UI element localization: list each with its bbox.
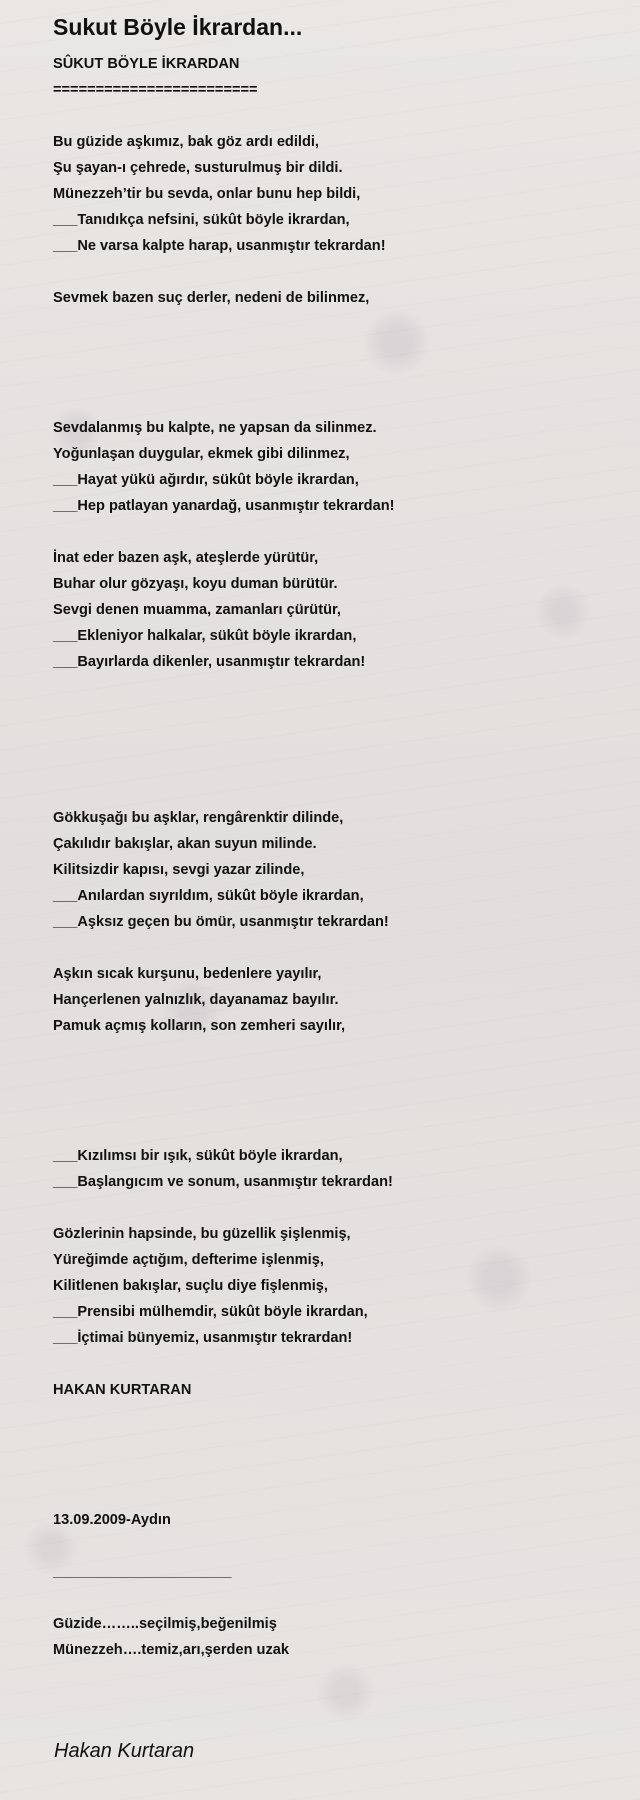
poem-line: 13.09.2009-Aydın [53, 1512, 171, 1528]
poem-line: Kilitlenen bakışlar, suçlu diye fişlenmiş, [53, 1278, 328, 1294]
poem-line: Münezzeh….temiz,arı,şerden uzak [53, 1642, 289, 1658]
poem-line: Münezzeh’tir bu sevda, onlar bunu hep bildi, [53, 186, 361, 202]
poem-line: Bu güzide aşkımız, bak göz ardı edildi, [53, 134, 319, 150]
blank-line [53, 753, 623, 779]
blank-line [53, 1195, 623, 1221]
poem-line: Sevdalanmış bu kalpte, ne yapsan da silinmez. [53, 420, 377, 436]
poem-line: ___Kızılımsı bir ışık, sükût böyle ikrardan, [53, 1148, 343, 1164]
blank-line [53, 1403, 623, 1429]
poem-line: Sevmek bazen suç derler, nedeni de bilinmez, [53, 290, 370, 306]
blank-line [53, 1065, 623, 1091]
blank-line [53, 1039, 623, 1065]
blank-line [53, 519, 623, 545]
blank-line [53, 1455, 623, 1481]
poem-line: Güzide……..seçilmiş,beğenilmiş [53, 1616, 277, 1632]
poem-line: ___İçtimai bünyemiz, usanmıştır tekrardan! [53, 1330, 353, 1346]
blank-line [53, 935, 623, 961]
poem-line: ___Prensibi mülhemdir, sükût böyle ikrardan, [53, 1304, 368, 1320]
blank-line [53, 389, 623, 415]
poem-line: ___Aşksız geçen bu ömür, usanmıştır tekrardan! [53, 914, 389, 930]
poem-line: ___Anılardan sıyrıldım, sükût böyle ikrardan, [53, 888, 364, 904]
poem-line: ______________________ [53, 1564, 232, 1580]
poem-page [53, 0, 623, 1663]
blank-line [53, 675, 623, 701]
blank-line [53, 701, 623, 727]
blank-line [53, 727, 623, 753]
poem-line: Gökkuşağı bu aşklar, rengârenktir dilinde, [53, 810, 344, 826]
poem-line: Kilitsizdir kapısı, sevgi yazar zilinde, [53, 862, 305, 878]
blank-line [53, 1351, 623, 1377]
poem-line: ___Ne varsa kalpte harap, usanmıştır tekrardan! [53, 238, 386, 254]
blank-line [53, 1091, 623, 1117]
blank-line [53, 311, 623, 337]
blank-line [53, 259, 623, 285]
poem-line: Pamuk açmış kolların, son zemheri sayılır, [53, 1018, 346, 1034]
blank-line [53, 1481, 623, 1507]
poem-line: Şu şayan-ı çehrede, susturulmuş bir dildi. [53, 160, 343, 176]
poem-line: ___Ekleniyor halkalar, sükût böyle ikrardan, [53, 628, 357, 644]
poem-title: Sukut Böyle İkrardan... [53, 14, 303, 40]
blank-line [53, 337, 623, 363]
blank-line [53, 1429, 623, 1455]
poem-line: Hançerlenen yalnızlık, dayanamaz bayılır. [53, 992, 339, 1008]
blank-line [53, 779, 623, 805]
poem-line: Aşkın sıcak kurşunu, bedenlere yayılır, [53, 966, 322, 982]
author-signature: Hakan Kurtaran [54, 1740, 195, 1762]
poem-line: Sevgi denen muamma, zamanları çürütür, [53, 602, 341, 618]
poem-line: ___Hep patlayan yanardağ, usanmıştır tekrardan! [53, 498, 395, 514]
blank-line [53, 1117, 623, 1143]
poem-line: ___Tanıdıkça nefsini, sükût böyle ikrardan, [53, 212, 350, 228]
poem-line: ___Hayat yükü ağırdır, sükût böyle ikrardan, [53, 472, 359, 488]
poem-line: SÛKUT BÖYLE İKRARDAN [53, 56, 240, 72]
poem-body [53, 51, 623, 1663]
poem-line: Buhar olur gözyaşı, koyu duman bürütür. [53, 576, 338, 592]
poem-line: Yoğunlaşan duygular, ekmek gibi dilinmez, [53, 446, 350, 462]
poem-line: HAKAN KURTARAN [53, 1382, 192, 1398]
poem-line: ___Bayırlarda dikenler, usanmıştır tekrardan! [53, 654, 366, 670]
poem-line: Yüreğimde açtığım, defterime işlenmiş, [53, 1252, 324, 1268]
poem-line: Gözlerinin hapsinde, bu güzellik şişlenmiş, [53, 1226, 351, 1242]
poem-line: ___Başlangıcım ve sonum, usanmıştır tekrardan! [53, 1174, 393, 1190]
blank-line [53, 363, 623, 389]
poem-line: İnat eder bazen aşk, ateşlerde yürütür, [53, 550, 319, 566]
poem-line: ======================== [53, 82, 258, 98]
poem-line: Çakılıdır bakışlar, akan suyun milinde. [53, 836, 317, 852]
blank-line [53, 103, 623, 129]
blank-line [53, 1533, 623, 1559]
blank-line [53, 1585, 623, 1611]
